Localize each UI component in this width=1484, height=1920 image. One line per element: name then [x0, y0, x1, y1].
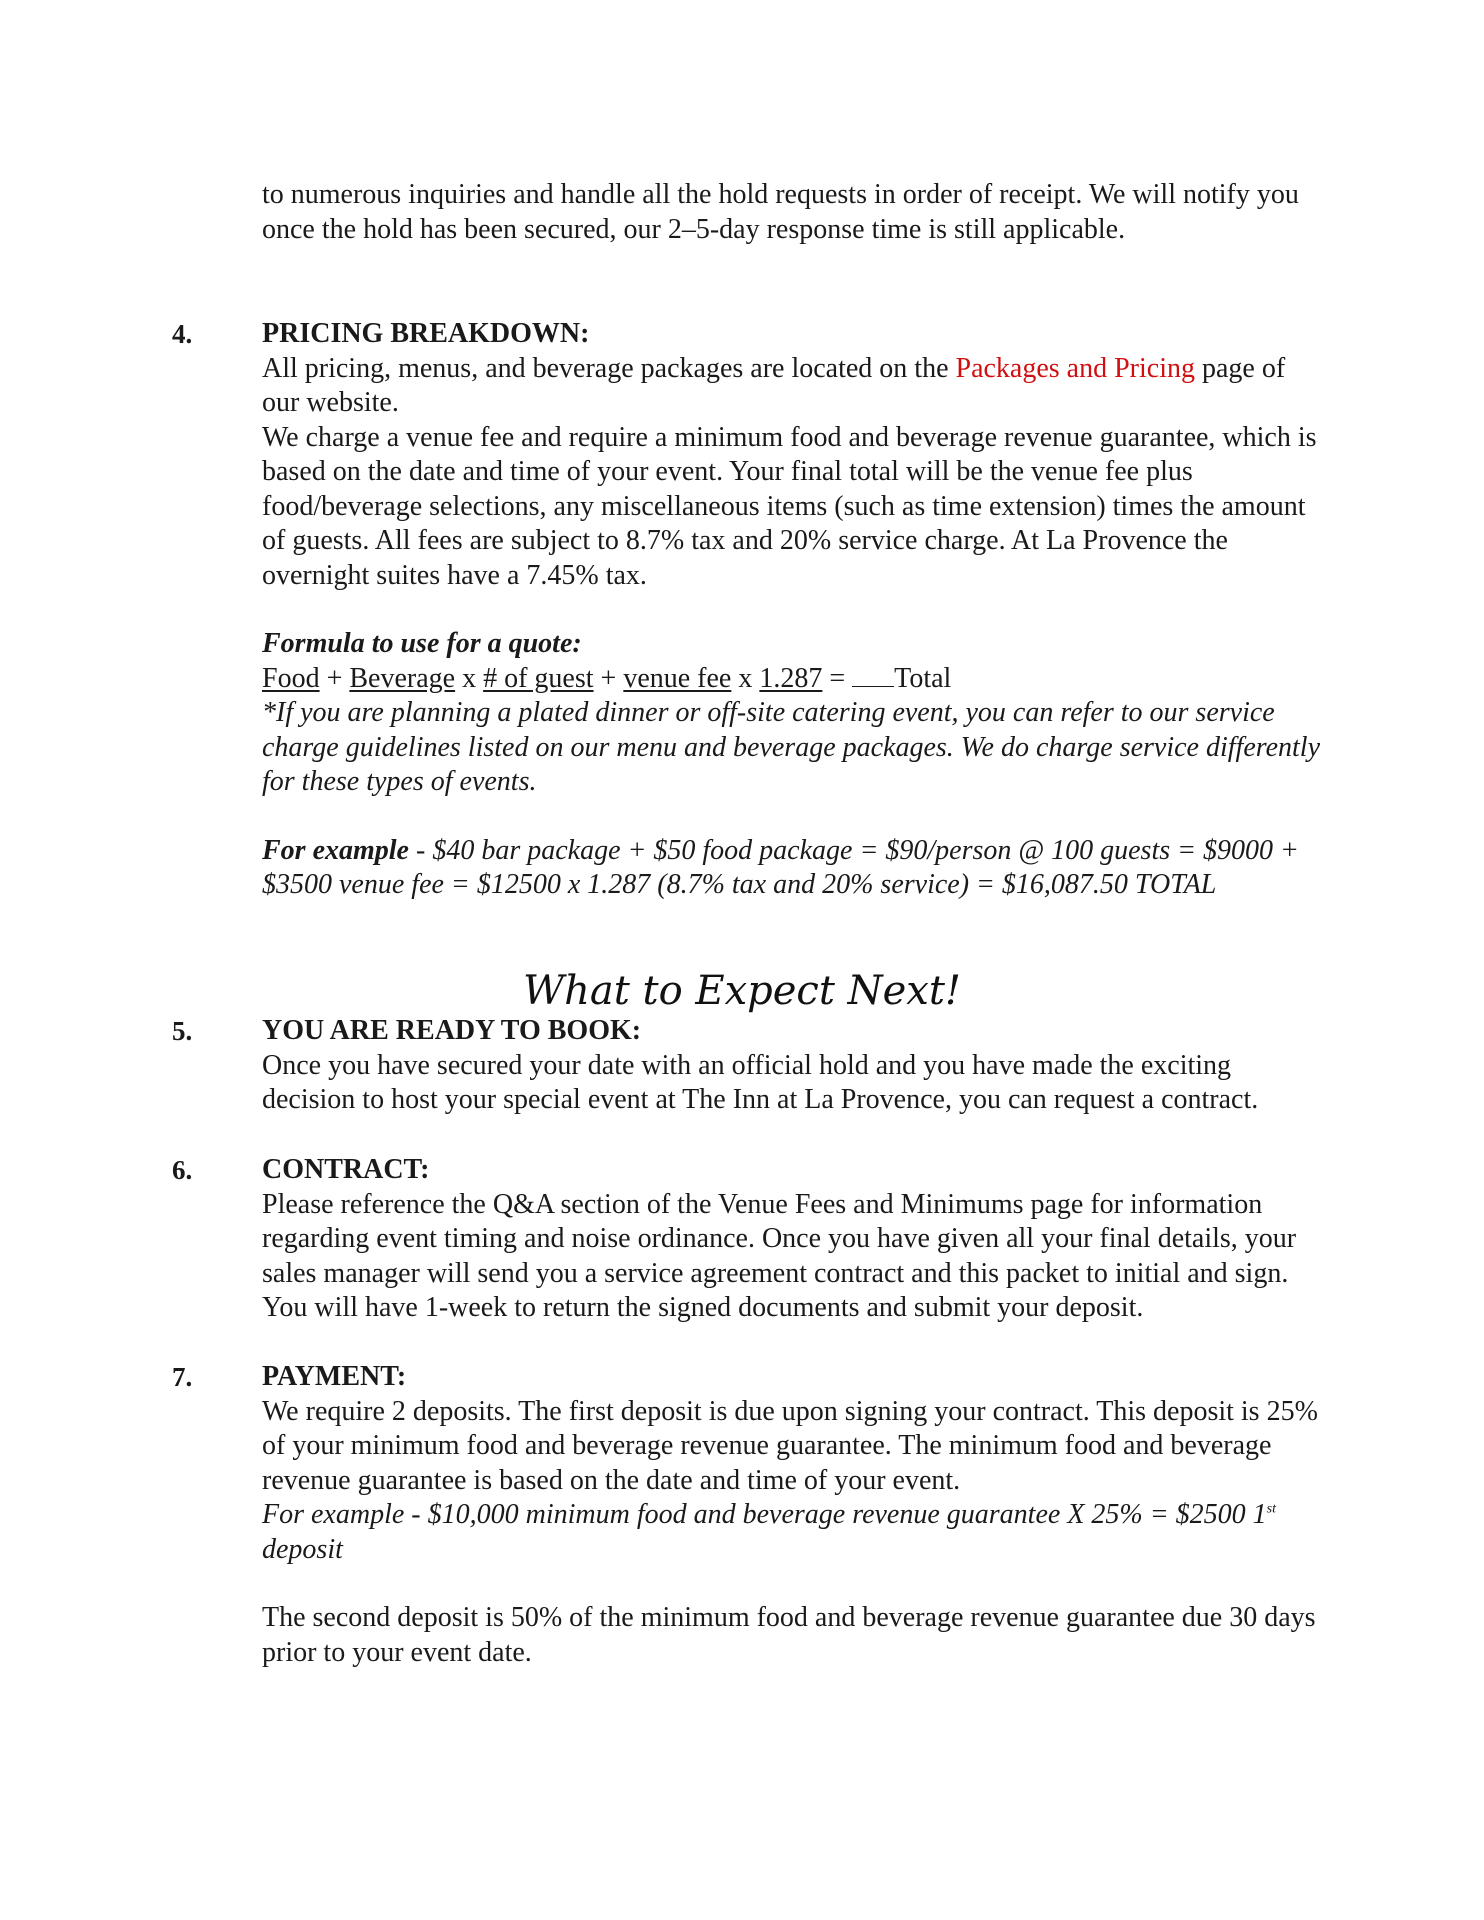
formula-times-1: x [455, 662, 484, 694]
section-4-p1-before: All pricing, menus, and beverage packages are located on the [262, 352, 956, 384]
formula-plus-1: + [319, 662, 350, 694]
section-5-body: Once you have secured your date with an official hold and you have made the exciting decision to host your special event at The Inn at La Provence, you can request a contract. [262, 1049, 1259, 1115]
section-5-number: 5. [172, 1016, 193, 1046]
formula-guests: # of guest [483, 662, 594, 694]
pricing-example-label: For example [262, 834, 409, 866]
section-6-heading: CONTRACT: [262, 1154, 430, 1185]
formula-plus-2: + [593, 662, 624, 694]
payment-example-sup: st [1266, 1501, 1276, 1517]
section-4-paragraph-2: We charge a venue fee and require a minimum food and beverage revenue guarantee, which is based on the date and time of your event. Your final total will be the venue fee plus food/beverage selections, any miscellaneous items (such as time extension) times the amount of guests. All fees are subject to 8.7% tax and 20% service charge. At La Provence the overnight suites have a 7.45% tax. [262, 421, 1317, 591]
section-4-number: 4. [172, 319, 193, 349]
formula-food: Food [262, 662, 320, 694]
pricing-example [262, 834, 1322, 903]
section-4-heading: PRICING BREAKDOWN: [262, 318, 590, 349]
packages-pricing-link[interactable]: Packages and Pricing [955, 352, 1195, 384]
section-7-heading: PAYMENT: [262, 1361, 407, 1392]
section-6-number: 6. [172, 1155, 193, 1185]
section-7-body-2: The second deposit is 50% of the minimum food and beverage revenue guarantee due 30 days prior to your event date. [262, 1602, 1316, 1668]
formula-venue-fee: venue fee [623, 662, 732, 694]
what-to-expect-heading: What to Expect Next! [523, 968, 961, 1014]
section-7 [262, 1360, 1322, 1670]
section-5-heading: YOU ARE READY TO BOOK: [262, 1015, 642, 1046]
intro-paragraph [262, 178, 1322, 247]
section-4 [262, 317, 1322, 903]
section-7-body-1: We require 2 deposits. The first deposit is due upon signing your contract. This deposit is 25% of your minimum food and beverage revenue guarantee. The minimum food and beverage revenue guarantee is based on the date and time of your event. [262, 1395, 1318, 1496]
intro-line-2: once the hold has been secured, our 2–5-day response time is still applicable. [262, 213, 1126, 245]
formula-title: Formula to use for a quote: [262, 628, 582, 659]
formula-multiplier: 1.287 [759, 662, 823, 694]
payment-example-end: deposit [262, 1533, 343, 1565]
payment-example-text: For example - $10,000 minimum food and beverage revenue guarantee X 25% = $2500 1 [262, 1499, 1267, 1530]
formula-blank [852, 664, 894, 687]
formula-line [262, 662, 1322, 697]
section-5 [262, 1014, 1322, 1118]
section-4-paragraph-1 [262, 352, 1322, 421]
section-6-body: Please reference the Q&A section of the Venue Fees and Minimums page for information regarding event timing and noise ordinance. Once you have given all your final details, your sales manager will send you a service agreement contract and this packet to initial and sign. You will have 1-week to return the signed documents and submit your deposit. [262, 1188, 1297, 1323]
formula-times-2: x [731, 662, 760, 694]
formula-total: Total [894, 662, 952, 694]
section-4-p1-after: page of our website. [262, 352, 1286, 418]
section-6 [262, 1153, 1322, 1326]
formula-beverage: Beverage [349, 662, 456, 694]
intro-line-1: to numerous inquiries and handle all the hold requests in order of receipt. We will notify you [262, 179, 1299, 210]
section-7-number: 7. [172, 1362, 193, 1392]
payment-example [262, 1498, 1322, 1567]
formula-equals: = [822, 662, 853, 694]
formula-note: *If you are planning a plated dinner or off-site catering event, you can refer to our service charge guidelines listed on our menu and beverage packages. We do charge service differently for these types of events. [262, 697, 1321, 797]
pricing-example-text: - $40 bar package + $50 food package = $90/person @ 100 guests = $9000 + $3500 venue fee = $12500 x 1.287 (8.7% tax and 20% service) = $16,087.50 TOTAL [262, 834, 1299, 900]
